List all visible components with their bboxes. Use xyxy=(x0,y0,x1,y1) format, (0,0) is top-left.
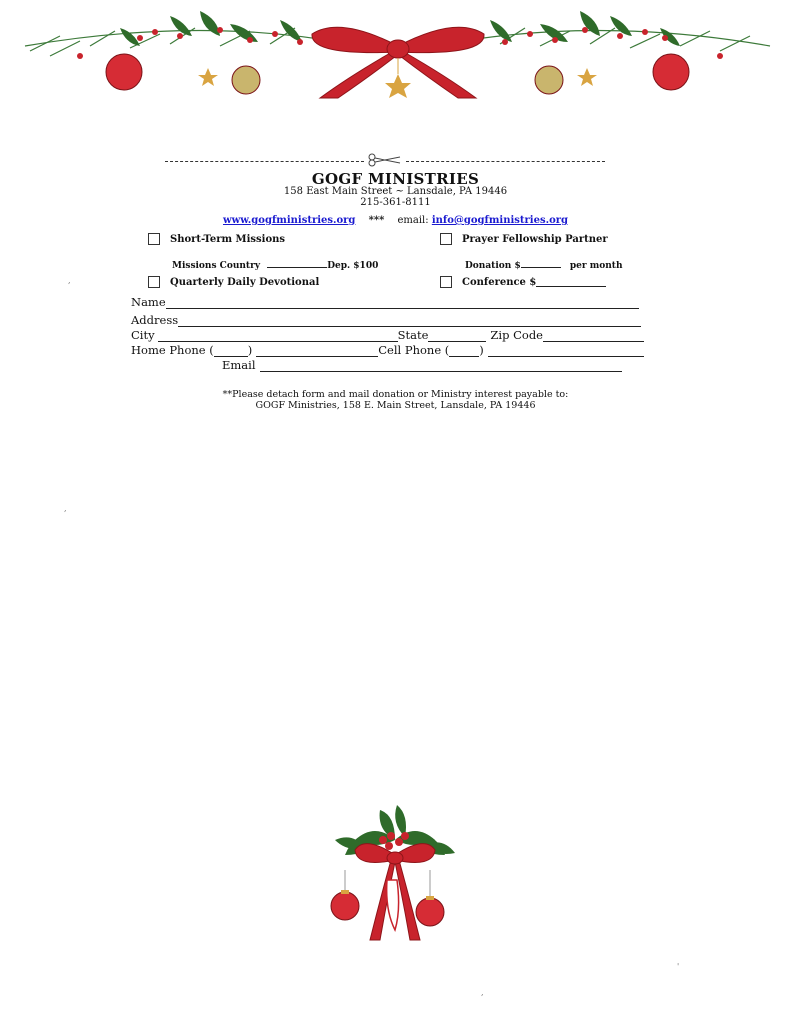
missions-country-row xyxy=(172,258,378,271)
donation-amount-field[interactable] xyxy=(521,258,561,268)
name-label: Name xyxy=(131,295,166,309)
holly-bow-ornaments-icon xyxy=(325,800,465,950)
missions-country-field[interactable] xyxy=(267,258,327,268)
name-field[interactable] xyxy=(166,298,639,309)
speck-mark: , xyxy=(68,276,71,285)
donation-row xyxy=(465,258,623,271)
contact-links xyxy=(0,215,791,226)
address-label: Address xyxy=(131,313,179,327)
home-phone-close: ) xyxy=(247,343,253,357)
zip-label: Zip Code xyxy=(490,328,543,342)
cell-phone-close: ) xyxy=(479,343,484,357)
home-phone-label: Home Phone ( xyxy=(131,343,214,357)
organization-phone: 215-361-8111 xyxy=(360,197,431,208)
option-devotional[interactable] xyxy=(148,276,319,288)
prayer-partner-checkbox[interactable] xyxy=(440,233,452,245)
option-prayer-partner[interactable] xyxy=(440,233,608,245)
organization-name: GOGF MINISTRIES xyxy=(311,170,480,188)
short-term-missions-label: Short-Term Missions xyxy=(170,233,286,245)
conference-checkbox[interactable] xyxy=(440,276,452,288)
home-area-code-field[interactable] xyxy=(214,346,248,357)
state-label: State xyxy=(397,328,429,342)
zip-field[interactable] xyxy=(543,331,644,342)
conference-label: Conference $ xyxy=(462,276,537,288)
cell-phone-label: Cell Phone ( xyxy=(378,343,450,357)
city-field[interactable] xyxy=(158,331,398,342)
scissors-icon xyxy=(366,153,404,167)
cut-line-right xyxy=(406,161,605,162)
state-field[interactable] xyxy=(428,331,486,342)
detach-cut-line xyxy=(165,152,605,168)
option-short-term-missions[interactable] xyxy=(148,233,285,245)
email-prefix: email: xyxy=(397,215,429,226)
devotional-label: Quarterly Daily Devotional xyxy=(170,276,320,288)
prayer-partner-label: Prayer Fellowship Partner xyxy=(462,233,608,245)
deposit-label: Dep. $100 xyxy=(327,261,379,271)
links-separator: *** xyxy=(368,215,385,226)
cut-line-left xyxy=(165,161,364,162)
phone-row xyxy=(131,343,644,357)
cell-area-code-field[interactable] xyxy=(449,346,479,357)
per-month-label: per month xyxy=(569,261,623,271)
speck-mark: , xyxy=(64,504,67,513)
home-phone-field[interactable] xyxy=(256,346,378,357)
email-link[interactable]: info@gogfministries.org xyxy=(431,215,568,226)
instructions-line-1: **Please detach form and mail donation or Ministry interest payable to: xyxy=(222,389,569,400)
cell-phone-field[interactable] xyxy=(488,346,644,357)
instructions-line-2: GOGF Ministries, 158 E. Main Street, Lansdale, PA 19446 xyxy=(255,400,536,411)
speck-mark: , xyxy=(481,988,484,997)
missions-country-label: Missions Country xyxy=(172,261,261,271)
donation-label: Donation $ xyxy=(465,261,521,271)
city-label: City xyxy=(131,328,155,342)
address-row xyxy=(131,313,641,327)
organization-address: 158 East Main Street ~ Lansdale, PA 19446 xyxy=(283,186,508,197)
christmas-garland-icon xyxy=(20,6,775,102)
address-field[interactable] xyxy=(178,316,641,327)
short-term-missions-checkbox[interactable] xyxy=(148,233,160,245)
speck-mark: ' xyxy=(677,962,680,971)
devotional-checkbox[interactable] xyxy=(148,276,160,288)
conference-amount-field[interactable] xyxy=(536,277,606,287)
name-row xyxy=(131,295,639,309)
email-label: Email xyxy=(222,358,256,372)
email-row xyxy=(222,358,622,372)
city-row xyxy=(131,328,644,342)
website-link[interactable]: www.gogfministries.org xyxy=(222,215,356,226)
email-field[interactable] xyxy=(260,361,622,372)
option-conference[interactable] xyxy=(440,276,606,288)
